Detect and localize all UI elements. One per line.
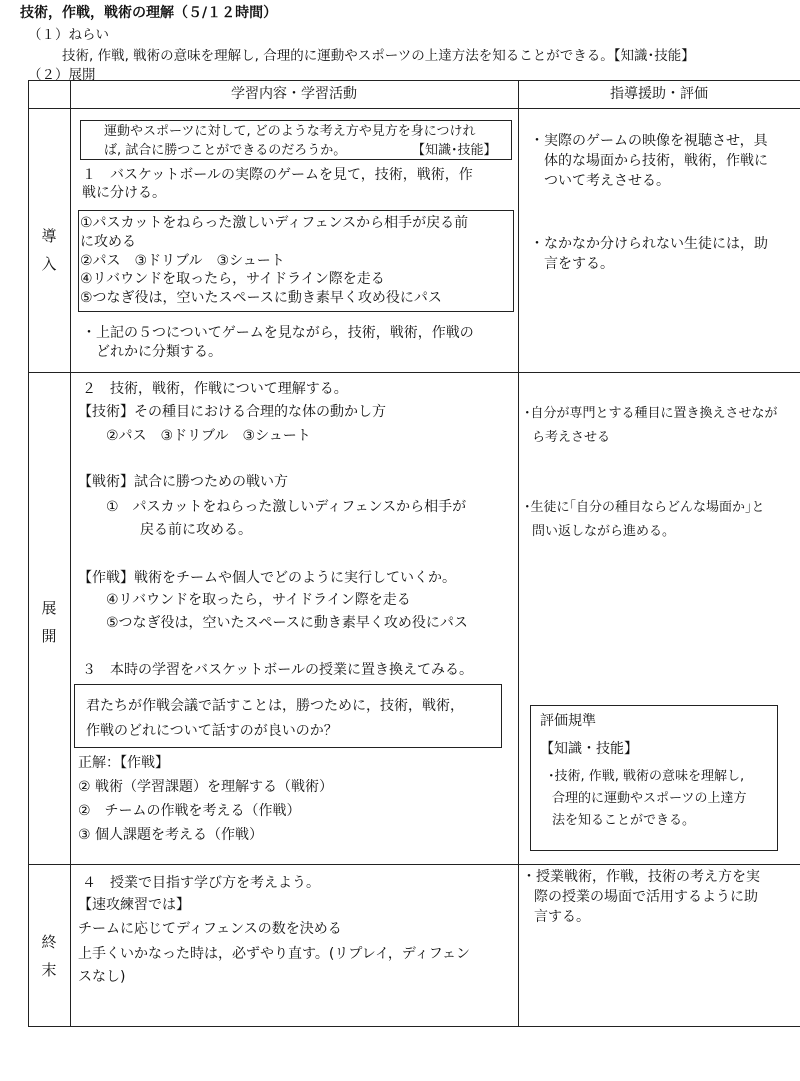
intro-list-item: ④リバウンドを取ったら，サイドライン際を走る <box>80 271 385 287</box>
dev-step2: ２ 技術，戦術，作戦について理解する。 <box>82 381 348 397</box>
dev-guidance-line: ･自分が専門とする種目に置き換えさせなが <box>524 406 778 421</box>
dev-guidance-line: ら考えさせる <box>532 430 611 445</box>
intro-guidance-line: ・なかなか分けられない生徒には，助 <box>530 236 768 252</box>
closing-step4: ４ 授業で目指す学び方を考えよう。 <box>82 875 320 891</box>
stage-closing: 終 末 <box>41 933 57 979</box>
development-bottom-border <box>28 864 800 865</box>
intro-bullet-line: どれかに分類する。 <box>96 344 222 360</box>
header-content: 学習内容・学習活動 <box>231 86 357 102</box>
dev-guidance-line: ･生徒に｢自分の種目ならどんな場面か｣と <box>524 500 765 515</box>
closing-guidance-line: 言する。 <box>534 909 590 925</box>
content-column-border <box>518 80 519 1026</box>
stage-intro: 導 入 <box>41 227 57 273</box>
dev-answer-item: ② 戦術（学習課題）を理解する（戦術） <box>78 779 333 795</box>
intro-list-item: に攻める <box>80 234 136 250</box>
page-title: 技術，作戦，戦術の理解（５/１２時間） <box>20 5 278 21</box>
intro-question-tag: 【知識･技能】 <box>412 143 497 158</box>
closing-line: 上手くいかなった時は，必ずやり直す。(リプレイ，ディフェン <box>78 946 471 962</box>
closing-guidance-line: ・授業戦術，作戦，技術の考え方を実 <box>522 869 760 885</box>
dev-strategy-heading: 【作戦】戦術をチームや個人でどのように実行していくか。 <box>78 570 456 586</box>
dev-question-line: 君たちが作戦会議で話すことは，勝つために，技術，戦術， <box>86 698 464 714</box>
closing-line: スなし) <box>78 969 126 985</box>
dev-strategy-item: ⑤つなぎ役は，空いたスペースに動き素早く攻め役にパス <box>106 615 468 631</box>
dev-answer-item: ③ 個人課題を考える（作戦） <box>78 827 264 843</box>
dev-question-line: 作戦のどれについて話すのが良いのか？ <box>86 723 338 739</box>
evaluation-category: 【知識・技能】 <box>540 741 638 757</box>
development-heading: （２）展開 <box>28 67 96 83</box>
aim-text: 技術, 作戦, 戦術の意味を理解し, 合理的に運動やスポーツの上達方法を知ることができる。【知識･技能】 <box>62 48 695 64</box>
dev-answer-label: 正解：【作戦】 <box>78 755 169 771</box>
evaluation-title: 評価規準 <box>540 713 596 729</box>
closing-line: チームに応じてディフェンスの数を決める <box>78 921 342 937</box>
intro-step1-line: １ バスケットボールの実際のゲームを見て，技術，戦術，作 <box>82 167 473 183</box>
intro-step1-line: 戦に分ける。 <box>82 185 166 201</box>
intro-guidance-line: 言をする。 <box>544 256 614 272</box>
dev-tactic-item: ① パスカットをねらった激しいディフェンスから相手が <box>106 499 467 515</box>
intro-list-item: ⑤つなぎ役は，空いたスペースに動き素早く攻め役にパス <box>80 290 442 306</box>
dev-step3: ３ 本時の学習をバスケットボールの授業に置き換えてみる。 <box>82 662 474 678</box>
intro-question-line: 運動やスポーツに対して, どのような考え方や見方を身につけれ <box>104 124 476 139</box>
dev-tactic-item: 戻る前に攻める。 <box>140 522 252 538</box>
stage-column-border <box>70 80 71 1026</box>
closing-guidance-line: 際の授業の場面で活用するように助 <box>534 889 758 905</box>
dev-strategy-item: ④リバウンドを取ったら，サイドライン際を走る <box>106 592 411 608</box>
dev-tactic-heading: 【戦術】試合に勝つための戦い方 <box>78 474 288 490</box>
intro-guidance-line: ついて考えさせる。 <box>544 173 670 189</box>
header-bottom-border <box>28 108 800 109</box>
table-bottom-border <box>28 1026 800 1027</box>
intro-list-item: ①パスカットをねらった激しいディフェンスから相手が戻る前 <box>80 215 469 231</box>
intro-list-item: ②パス ③ドリブル ③シュート <box>80 253 285 269</box>
dev-answer-item: ② チームの作戦を考える（作戦） <box>78 803 301 819</box>
stage-development: 展 開 <box>41 599 57 645</box>
intro-bullet-line: ・上記の５つについてゲームを見ながら，技術，戦術，作戦の <box>82 325 474 341</box>
evaluation-line: 法を知ることができる。 <box>552 813 696 828</box>
intro-question-line: ば, 試合に勝つことができるのだろうか。 <box>104 143 347 158</box>
dev-tech-heading: 【技術】その種目における合理的な体の動かし方 <box>78 404 386 420</box>
closing-label: 【速攻練習では】 <box>78 897 190 913</box>
evaluation-line: ･技術, 作戦, 戦術の意味を理解し, <box>548 769 745 784</box>
dev-tech-items: ②パス ③ドリブル ③シュート <box>106 428 311 444</box>
evaluation-line: 合理的に運動やスポーツの上達方 <box>552 791 747 806</box>
intro-guidance-line: 体的な場面から技術，戦術，作戦に <box>544 153 768 169</box>
aim-heading: （１）ねらい <box>28 27 109 43</box>
intro-bottom-border <box>28 372 800 373</box>
header-guidance: 指導援助・評価 <box>610 86 708 102</box>
intro-guidance-line: ・実際のゲームの映像を視聴させ，具 <box>530 133 768 149</box>
dev-guidance-line: 問い返しながら進める。 <box>532 524 676 539</box>
